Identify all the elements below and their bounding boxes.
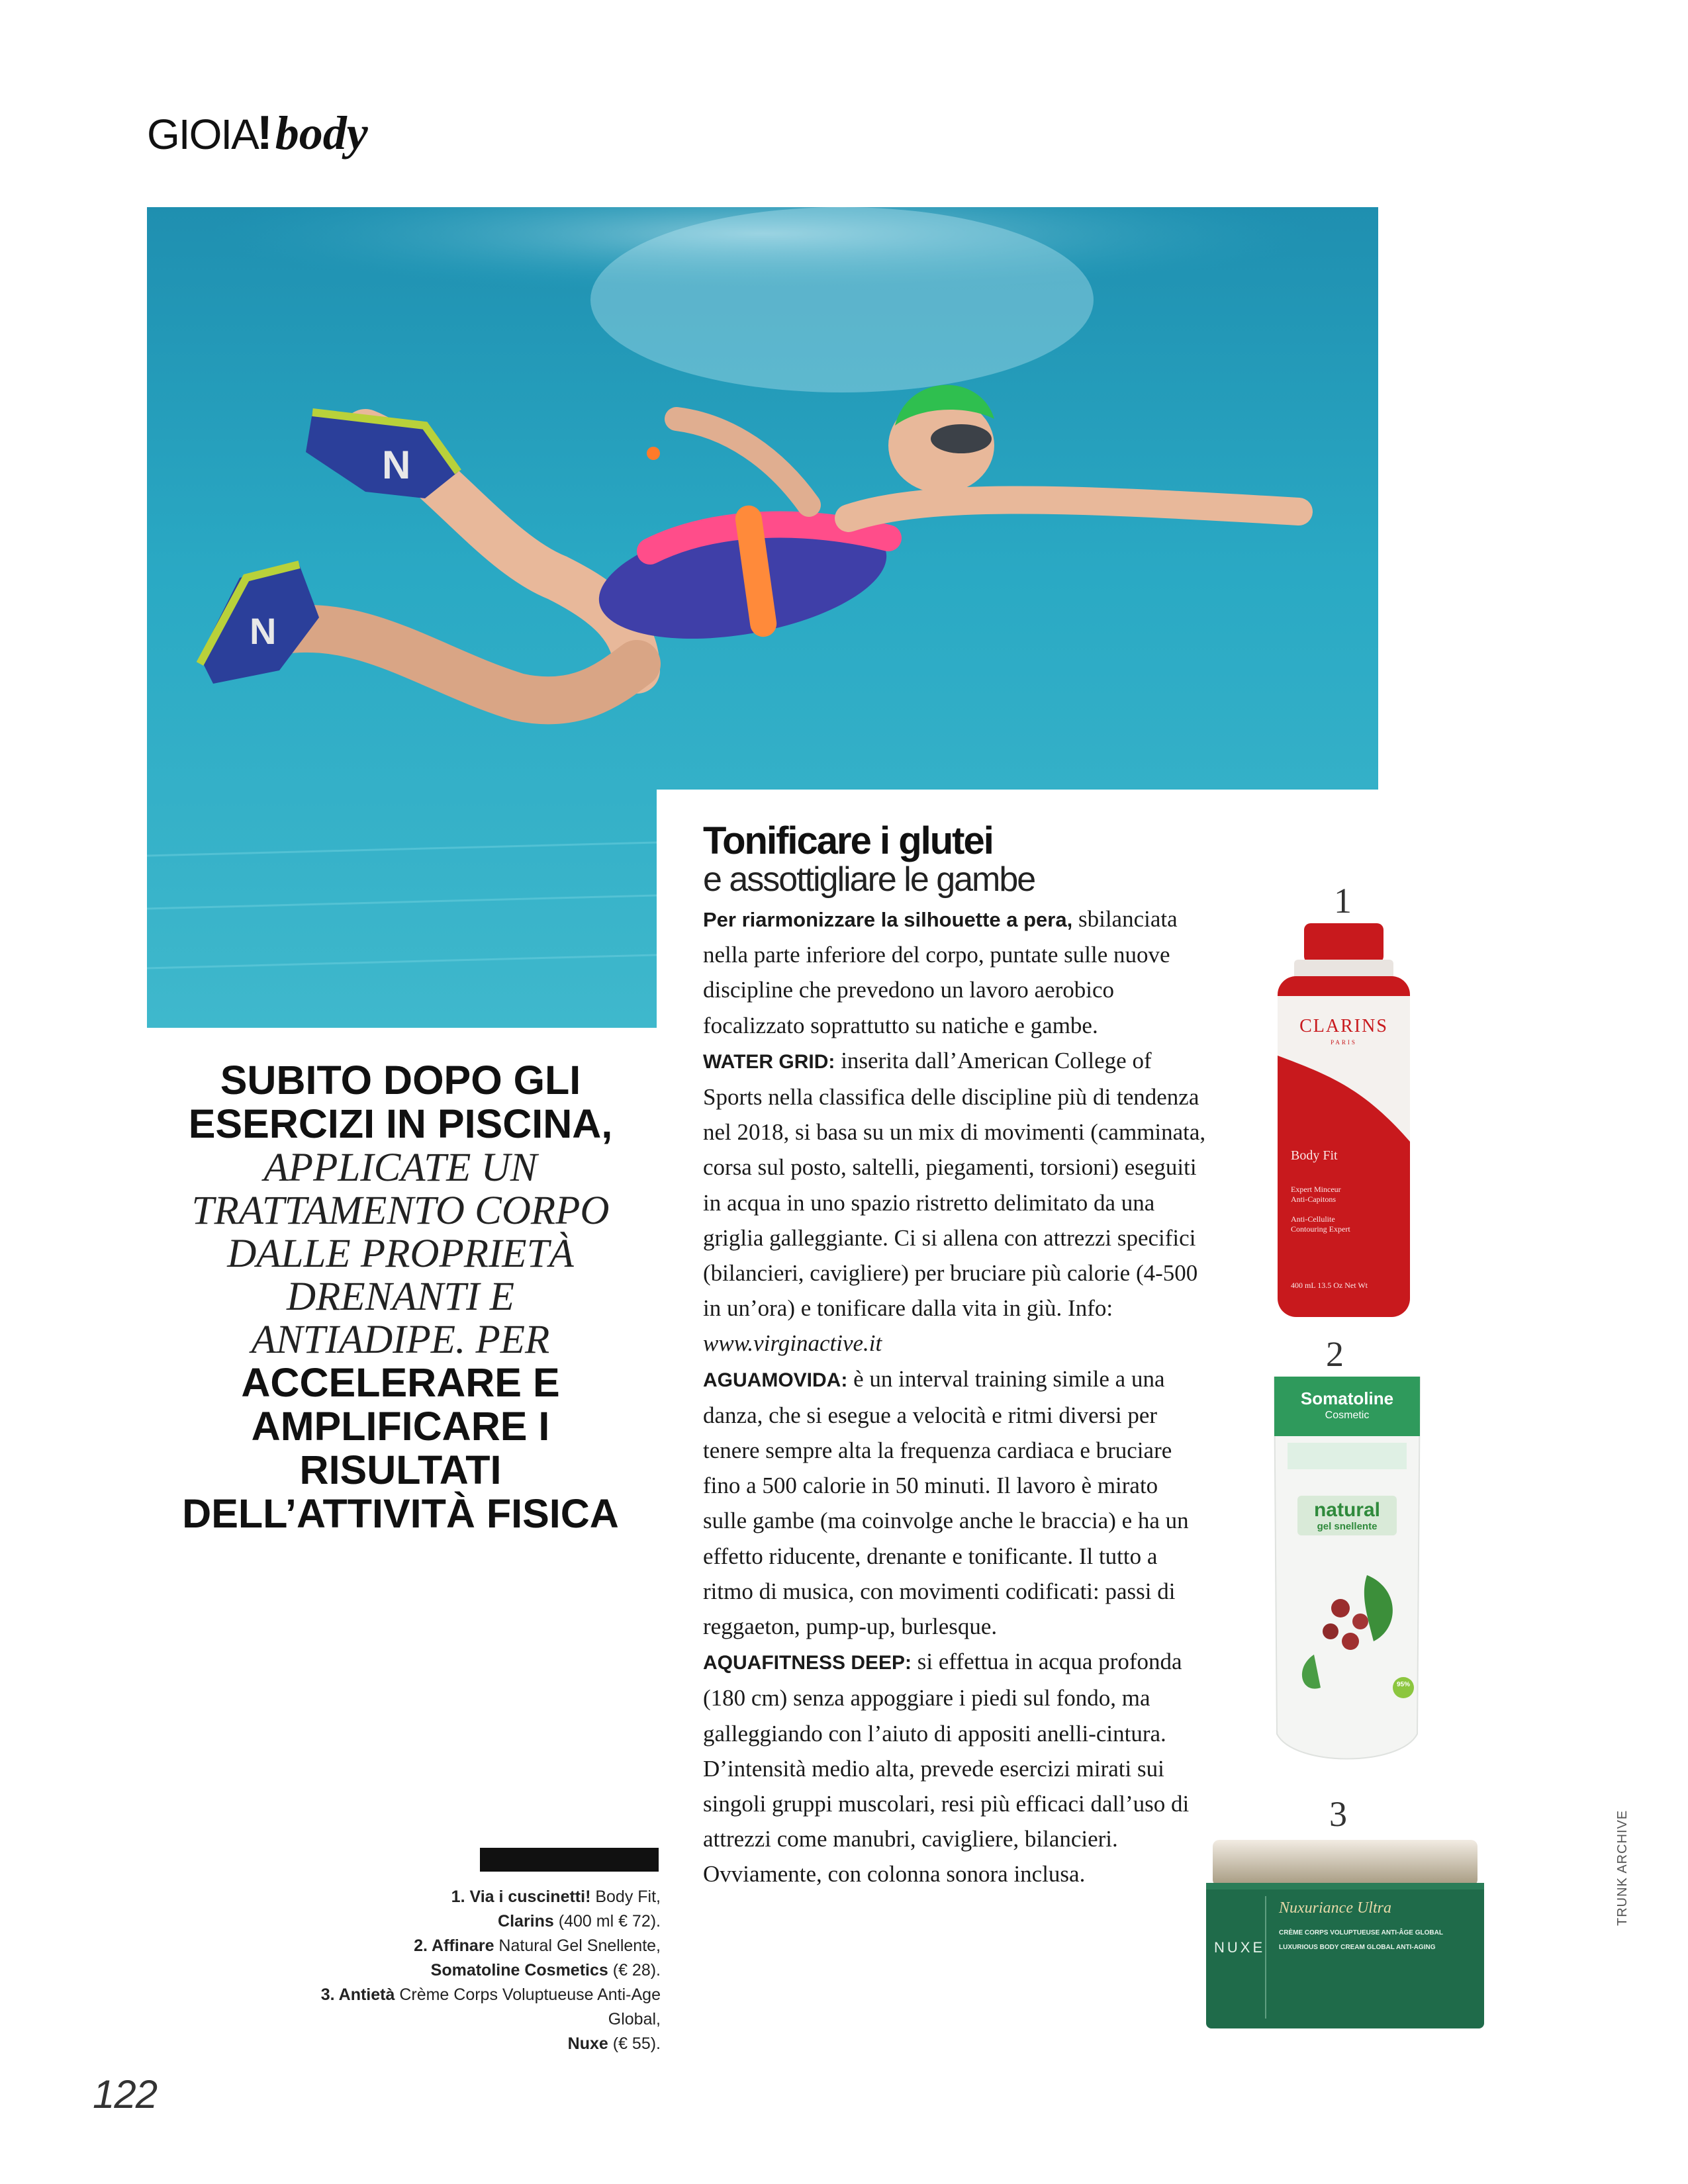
product-number-3: 3 (1329, 1794, 1347, 1834)
article (703, 821, 1206, 1892)
article-headline: Tonificare i glutei (703, 819, 993, 862)
caption-item: 2. Affinare Natural Gel Snellente, Somatoline Cosmetics (€ 28). (414, 1936, 661, 1979)
nuxe-logo: NUXE (1214, 1939, 1266, 1956)
svg-text:N: N (382, 443, 411, 487)
product-nuxe-jar: NUXE Nuxuriance Ultra CRÈME CORPS VOLUPTUEUSE ANTI-ÂGE GLOBAL LUXURIOUS BODY CREAM GLOBAL ANTI-AGING (1206, 1840, 1484, 2032)
pull-quote-italic-2: PER (475, 1318, 550, 1362)
clarins-logo: CLARINS (1299, 1016, 1388, 1036)
somatoline-logo: Somatoline (1300, 1388, 1394, 1408)
product-somatoline-tube: Somatoline Cosmetic natural gel snellente 95% (1268, 1377, 1427, 1774)
nuxe-product-name: Nuxuriance Ultra (1279, 1899, 1391, 1917)
pull-quote-bold-1: SUBITO DOPO GLI ESERCIZI IN PISCINA, (188, 1058, 613, 1146)
product-number-2: 2 (1326, 1334, 1344, 1374)
clarins-product-name: Body Fit (1291, 1148, 1338, 1163)
article-lead: Per riarmonizzare la silhouette a pera, (703, 908, 1073, 931)
page-number: 122 (93, 2072, 158, 2116)
article-subhead: e assottigliare le gambe (703, 860, 1035, 899)
somatoline-product-name: natural (1313, 1499, 1381, 1521)
photo-credit: TRUNK ARCHIVE (1615, 1809, 1630, 1926)
logo-exclamation: ! (256, 107, 273, 159)
masthead (147, 106, 368, 165)
section-aguamovida: AGUAMOVIDA: (703, 1369, 848, 1391)
pull-quote-italic-1: APPLICATE UN TRATTAMENTO CORPO DALLE PROPRIETÀ DRENANTI E ANTIADIPE. (191, 1146, 610, 1362)
pull-quote (179, 1059, 622, 1536)
caption-item: 3. Antietà Crème Corps Voluptueuse Anti-Age Global, Nuxe (€ 55). (320, 1985, 661, 2053)
section-title: body (275, 107, 368, 159)
info-link[interactable]: www.virginactive.it (703, 1330, 882, 1357)
caption-item: 1. Via i cuscinetti! Body Fit, Clarins (400 ml € 72). (451, 1888, 661, 1931)
magazine-logo: GIOIA (147, 111, 258, 158)
product-clarins-bottle: CLARINS PARIS Body Fit Expert Minceur Anti-Capitons Anti-Cellulite Contouring Expert 400 mL 13.5 Oz Net Wt (1264, 923, 1423, 1320)
caption-divider (480, 1848, 659, 1872)
svg-text:N: N (250, 610, 277, 652)
section-water-grid: WATER GRID: (703, 1050, 835, 1073)
product-number-1: 1 (1334, 881, 1352, 921)
article-body: Per riarmonizzare la silhouette a pera, sbilanciata nella parte inferiore del corpo, puntate sulle nuove discipline che prevedono un lavoro aerobico focalizzato soprattutto su natiche e gambe. WATER GRID: inserita dall’American College of Sports nella classifica delle discipline più di tendenza nel 2018, si basa su un mix di movimenti (camminata, corsa sul posto, saltelli, piegamenti, torsioni) eseguiti in acqua in uno spazio ristretto delimitato da una griglia galleggiante. Ci si allena con attrezzi specifici (bilancieri, cavigliere) per bruciare più calorie (4-500 in un’ora) e tonificare dalla vita in giù. Info: www.virginactive.it AGUAMOVIDA: è un interval training simile a una danza, che si esegue a velocità e ritmi diversi per tenere sempre alta la frequenza cardiaca e bruciare fino a 500 calorie in 50 minuti. Il lavoro è mirato sulle gambe (ma coinvolge anche le braccia) e ha un effetto riducente, drenante e tonificante. Il tutto a ritmo di musica, con movimenti codificati: passi di reggaeton, pump-up, burlesque. AQUAFITNESS DEEP: si effettua in acqua profonda (180 cm) senza appoggiare i piedi sul fondo, ma galleggiando con l’aiuto di appositi anelli-cintura. D’intensità medio alta, prevede esercizi mirati sui singoli gruppi muscolari, resi più efficaci dall’uso di attrezzi come manubri, cavigliere, bilancieri. Ovviamente, con colonna sonora inclusa. (703, 906, 1206, 1888)
pull-quote-bold-2: ACCELERARE E AMPLIFICARE I RISULTATI DELL’ATTIVITÀ FISICA (182, 1360, 619, 1536)
product-captions (318, 1885, 661, 2056)
section-aquafitness-deep: AQUAFITNESS DEEP: (703, 1652, 912, 1674)
